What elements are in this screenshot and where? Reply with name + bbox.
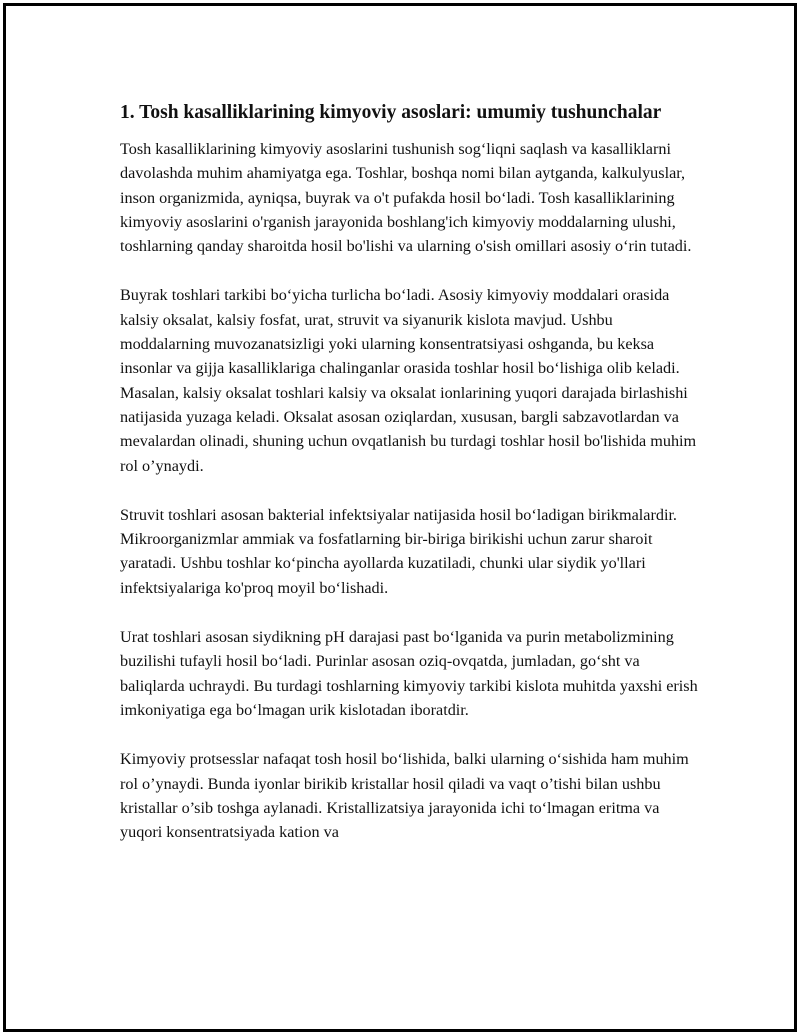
paragraph-kidney-stones: Buyrak toshlari tarkibi bo‘yicha turlicha bo‘ladi. Asosiy kimyoviy moddalari orasida kalsiy oksalat, kalsiy fosfat, urat, struvit va siyanurik kislota mavjud. Ushbu moddalarning muvozanatsizligi yoki ularning konsentratsiyasi oshganda, bu keksa insonlar va gijja kasalliklariga chalinganlar orasida toshlar hosil bo‘lishiga olib keladi. Masalan, kalsiy oksalat toshlari kalsiy va oksalat ionlarining yuqori darajada birlashishi natijasida yuzaga keladi. Oksalat asosan oziqlardan, xususan, bargli sabzavotlardan va mevalardan olinadi, shuning uchun ovqatlanish bu turdagi toshlar hosil bo'lishida muhim rol o’ynaydi.	[120, 286, 697, 475]
paragraph-intro: Tosh kasalliklarining kimyoviy asoslarini tushunish sog‘liqni saqlash va kasalliklarni davolashda muhim ahamiyatga ega. Toshlar, boshqa nomi bilan aytganda, kalkulyuslar, inson organizmida, ayniqsa, buyrak va o't pufakda hosil bo‘ladi. Tosh kasalliklarining kimyoviy asoslarini o'rganish jarayonida boshlang'ich kimyoviy moddalarning ulushi, toshlarning qanday sharoitda hosil bo'lishi va ularning o'sish omillari asosiy o‘rin tutadi.	[120, 140, 692, 256]
paragraph-chemical-processes: Kimyoviy protsesslar nafaqat tosh hosil bo‘lishida, balki ularning o‘sishida ham muhim rol o’ynaydi. Bunda iyonlar birikib kristallar hosil qiladi va vaqt o’tishi bilan ushbu kristallar o’sib toshga aylanadi. Kristallizatsiya jarayonida ichi to‘lmagan eritma va yuqori konsentratsiyada kation va	[120, 750, 689, 842]
paragraph-urate-stones: Urat toshlari asosan siydikning pH darajasi past bo‘lganida va purin metabolizmining buzilishi tufayli hosil bo‘ladi. Purinlar asosan oziq-ovqatda, jumladan, go‘sht va baliqlarda uchraydi. Bu turdagi toshlarning kimyoviy tarkibi kislota muhitda yaxshi erish imkoniyatiga ega bo‘lmagan urik kislotadan iboratdir.	[120, 628, 698, 719]
document-page	[3, 3, 797, 1032]
section-heading: 1. Tosh kasalliklarining kimyoviy asoslari: umumiy tushunchalar	[120, 102, 662, 123]
paragraph-struvite-stones: Struvit toshlari asosan bakterial infektsiyalar natijasida hosil bo‘ladigan birikmalardir. Mikroorganizmlar ammiak va fosfatlarning bir-biriga birikishi uchun zarur sharoit yaratadi. Ushbu toshlar ko‘pincha ayollarda kuzatiladi, chunki ular siydik yo'llari infektsiyalariga ko'proq moyil bo‘lishadi.	[120, 505, 677, 597]
document-body	[120, 99, 700, 869]
